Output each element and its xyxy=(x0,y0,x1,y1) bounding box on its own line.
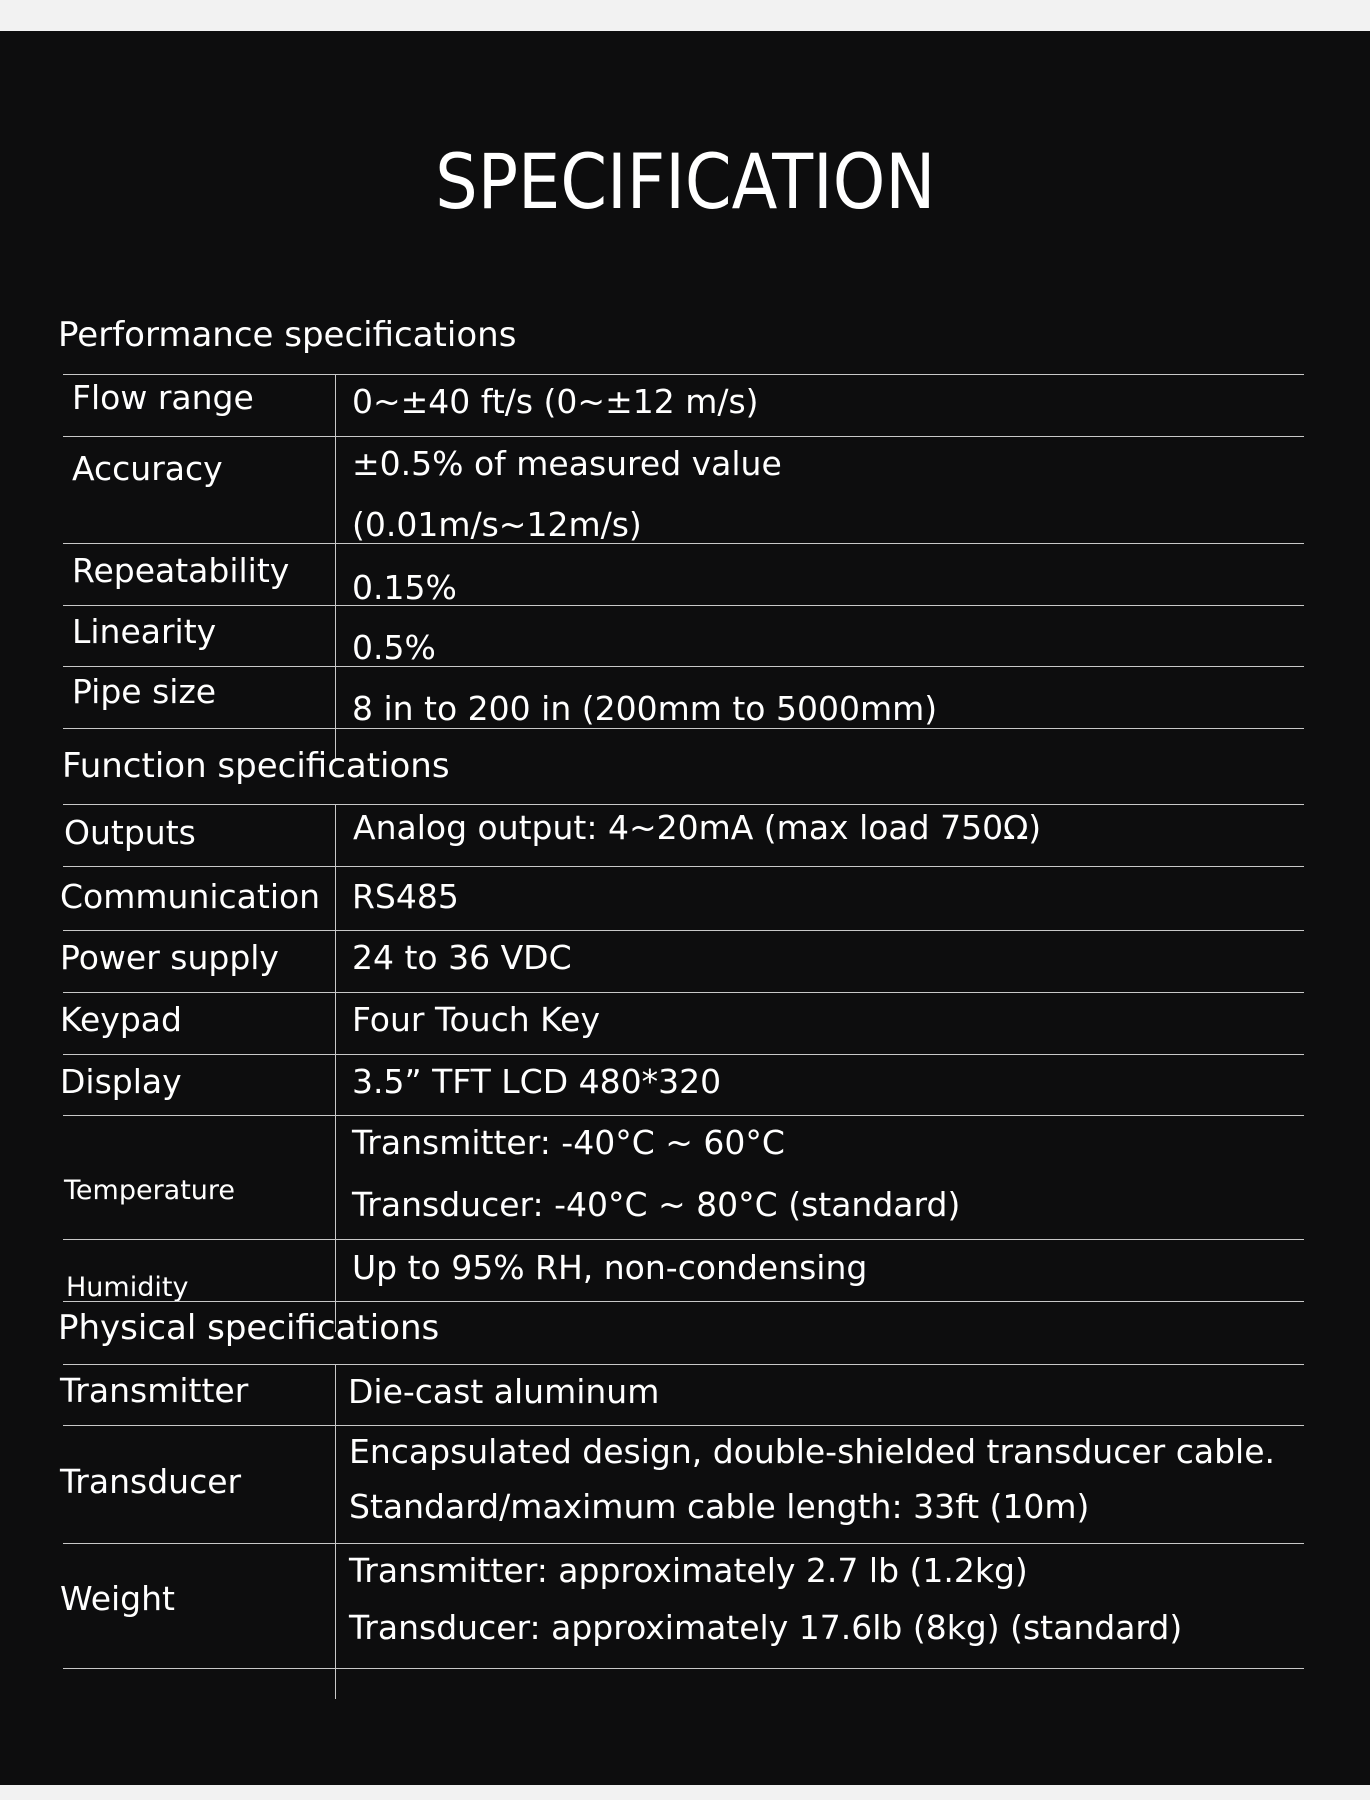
spec-label-humidity: Humidity xyxy=(66,1272,189,1303)
spec-panel xyxy=(0,31,1370,1785)
table-rule xyxy=(63,728,1304,729)
spec-value-accuracy-line-1: ±0.5% of measured value xyxy=(352,444,782,483)
spec-value-accuracy-line-2: (0.01m/s~12m/s) xyxy=(352,505,642,544)
section-heading-performance: Performance specifications xyxy=(58,315,517,355)
section-heading-physical: Physical specifications xyxy=(58,1308,440,1348)
spec-value-pipe-size: 8 in to 200 in (200mm to 5000mm) xyxy=(352,689,938,728)
table-rule xyxy=(63,1054,1304,1055)
spec-value-linearity: 0.5% xyxy=(352,628,436,667)
table-rule xyxy=(63,1301,1304,1302)
column-divider xyxy=(335,374,336,760)
spec-value-temperature-line-2: Transducer: -40°C ~ 80°C (standard) xyxy=(352,1185,961,1224)
spec-label-power-supply: Power supply xyxy=(60,938,279,977)
table-rule xyxy=(63,666,1304,667)
section-heading-function: Function specifications xyxy=(62,746,450,786)
spec-value-repeatability: 0.15% xyxy=(352,568,457,607)
spec-label-flow-range: Flow range xyxy=(72,378,254,417)
table-rule xyxy=(63,804,1304,805)
spec-value-transmitter: Die-cast aluminum xyxy=(348,1372,660,1411)
table-rule xyxy=(63,1364,1304,1365)
spec-label-transducer: Transducer xyxy=(60,1462,242,1501)
spec-label-repeatability: Repeatability xyxy=(72,551,290,590)
spec-value-temperature-line-1: Transmitter: -40°C ~ 60°C xyxy=(352,1123,785,1162)
spec-value-humidity: Up to 95% RH, non-condensing xyxy=(352,1248,868,1287)
spec-label-keypad: Keypad xyxy=(60,1000,182,1039)
table-rule xyxy=(63,543,1304,544)
table-rule xyxy=(63,930,1304,931)
spec-value-weight-line-2: Transducer: approximately 17.6lb (8kg) (standard) xyxy=(349,1608,1183,1647)
spec-value-transducer-line-1: Encapsulated design, double-shielded transducer cable. xyxy=(349,1432,1275,1471)
spec-value-weight-line-1: Transmitter: approximately 2.7 lb (1.2kg) xyxy=(349,1551,1028,1590)
spec-label-temperature: Temperature xyxy=(64,1175,236,1206)
table-rule xyxy=(63,992,1304,993)
spec-label-display: Display xyxy=(60,1062,182,1101)
spec-label-pipe-size: Pipe size xyxy=(72,672,217,711)
table-rule xyxy=(63,866,1304,867)
column-divider xyxy=(335,1364,336,1699)
spec-value-outputs: Analog output: 4~20mA (max load 750Ω) xyxy=(353,808,1042,847)
table-rule xyxy=(63,436,1304,437)
spec-value-power-supply: 24 to 36 VDC xyxy=(352,938,572,977)
spec-value-communication: RS485 xyxy=(352,877,459,916)
table-rule xyxy=(63,1543,1304,1544)
spec-label-transmitter: Transmitter xyxy=(60,1371,249,1410)
spec-value-transducer-line-2: Standard/maximum cable length: 33ft (10m) xyxy=(349,1487,1090,1526)
table-rule xyxy=(63,1668,1304,1669)
table-rule xyxy=(63,1115,1304,1116)
spec-value-display: 3.5” TFT LCD 480*320 xyxy=(352,1062,722,1101)
table-rule xyxy=(63,605,1304,606)
table-rule xyxy=(63,1239,1304,1240)
spec-label-accuracy: Accuracy xyxy=(72,449,223,488)
table-rule xyxy=(63,1425,1304,1426)
spec-label-linearity: Linearity xyxy=(72,612,217,651)
column-divider xyxy=(335,804,336,1332)
spec-label-outputs: Outputs xyxy=(64,813,196,852)
table-rule xyxy=(63,374,1304,375)
spec-value-keypad: Four Touch Key xyxy=(352,1000,600,1039)
spec-value-flow-range: 0~±40 ft/s (0~±12 m/s) xyxy=(352,382,759,421)
spec-label-communication: Communication xyxy=(60,877,321,916)
spec-label-weight: Weight xyxy=(60,1579,175,1618)
page-title: SPECIFICATION xyxy=(435,137,936,226)
